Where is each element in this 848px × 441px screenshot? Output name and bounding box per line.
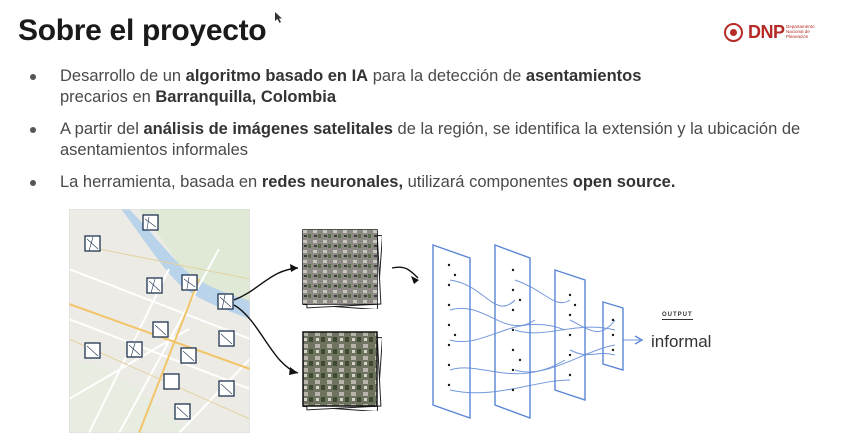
mouse-cursor-icon (275, 12, 283, 24)
logo-subtitle: Departamento Nacional de Planeación (786, 24, 815, 39)
bullet-3: La herramienta, basada en redes neuronales, utilizará componentes open source. (28, 172, 818, 193)
output-label: OUTPUT (662, 312, 693, 318)
bullet-dot-icon (30, 180, 36, 186)
seal-icon (724, 23, 743, 42)
city-map-image (69, 209, 250, 433)
logo-text: DNP (748, 22, 785, 42)
neural-network-diagram (425, 240, 645, 425)
bullet-1: Desarrollo de un algoritmo basado en IA para la detección de asentamientos precarios en Barranquilla, Colombia (28, 66, 818, 108)
dnp-logo (724, 22, 819, 48)
satellite-image-2 (302, 331, 382, 411)
bullet-2: A partir del análisis de imágenes satelitales de la región, se identifica la extensión y la ubicación de asentamientos informales (28, 119, 818, 161)
bullet-list (28, 66, 818, 204)
bullet-dot-icon (30, 74, 36, 80)
slide-title: Sobre el proyecto (18, 14, 267, 47)
output-value: informal (651, 332, 712, 351)
bullet-dot-icon (30, 127, 36, 133)
satellite-image-1 (302, 229, 382, 309)
